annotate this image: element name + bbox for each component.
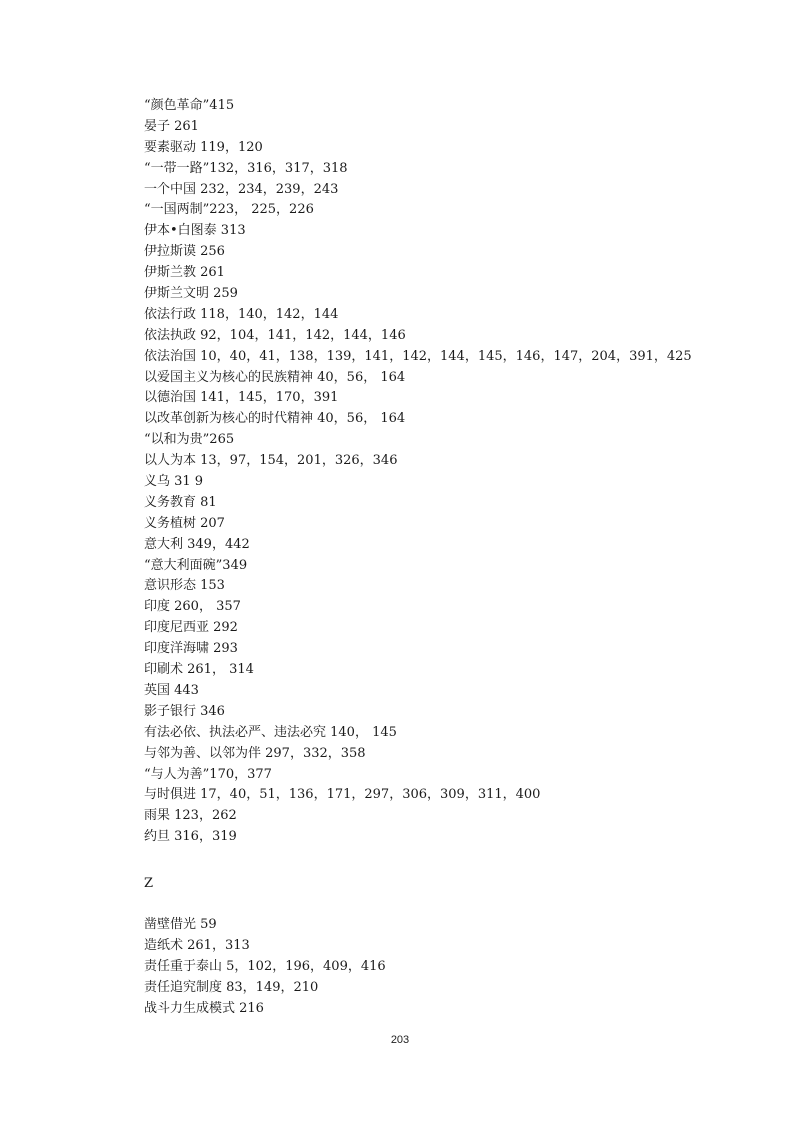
index-entry: “一带一路”132，316，317，318 bbox=[144, 160, 348, 176]
index-entry: 依法执政 92，104，141，142，144，146 bbox=[144, 327, 406, 343]
index-entry: 与时俱进 17，40，51，136，171，297，306，309，311，400 bbox=[144, 787, 541, 803]
index-entry: 义务植树 207 bbox=[144, 515, 225, 531]
index-entry: 要素驱动 119，120 bbox=[144, 139, 263, 155]
index-entry: 义务教育 81 bbox=[144, 494, 217, 510]
index-entry: 伊斯兰教 261 bbox=[144, 265, 225, 281]
index-entry: 晏子 261 bbox=[144, 118, 199, 134]
index-entry: 与邻为善、以邻为伴 297，332，358 bbox=[144, 745, 366, 761]
index-entry: 约旦 316，319 bbox=[144, 829, 237, 845]
index-entry: “一国两制”223， 225，226 bbox=[144, 202, 314, 218]
index-entry: 以德治国 141，145，170，391 bbox=[144, 390, 339, 406]
index-list-z bbox=[144, 915, 744, 1019]
index-entry: 凿壁借光 59 bbox=[144, 917, 217, 932]
index-entry: 造纸术 261，313 bbox=[144, 937, 250, 953]
index-letter-heading: Z bbox=[144, 876, 154, 891]
index-entry: 伊拉斯谟 256 bbox=[144, 244, 225, 260]
index-entry: 伊本•白图泰 313 bbox=[144, 223, 246, 239]
index-entry: 印度尼西亚 292 bbox=[144, 620, 238, 636]
index-entry: 印度 260， 357 bbox=[144, 599, 241, 615]
index-entry: “与人为善”170，377 bbox=[144, 766, 272, 782]
index-list-y bbox=[144, 96, 744, 848]
index-entry: 战斗力生成模式 216 bbox=[144, 1000, 264, 1016]
index-entry: 有法必依、执法必严、违法必究 140， 145 bbox=[144, 724, 397, 740]
index-entry: 以人为本 13，97，154，201，326，346 bbox=[144, 453, 398, 469]
index-entry: 责任重于泰山 5，102，196，409，416 bbox=[144, 958, 386, 974]
index-entry: 意大利 349，442 bbox=[144, 536, 250, 552]
page-number: 203 bbox=[390, 1034, 410, 1046]
index-entry: 伊斯兰文明 259 bbox=[144, 286, 238, 302]
index-entry: 印刷术 261， 314 bbox=[144, 662, 254, 678]
index-entry: 义乌 31 9 bbox=[144, 474, 204, 490]
index-entry: 一个中国 232，234，239，243 bbox=[144, 181, 339, 197]
index-entry: 责任追究制度 83，149，210 bbox=[144, 979, 319, 995]
index-entry: 依法行政 118，140，142，144 bbox=[144, 306, 339, 322]
index-entry: 雨果 123，262 bbox=[144, 808, 237, 824]
index-entry: “以和为贵”265 bbox=[144, 432, 235, 448]
index-entry: 以改革创新为核心的时代精神 40，56， 164 bbox=[144, 411, 406, 427]
index-entry: 以爱国主义为核心的民族精神 40，56， 164 bbox=[144, 369, 406, 385]
index-entry: 印度洋海啸 293 bbox=[144, 641, 238, 657]
index-entry: “意大利面碗”349 bbox=[144, 557, 248, 573]
index-entry: “颜色革命”415 bbox=[144, 98, 235, 113]
index-entry: 依法治国 10，40，41，138，139，141，142，144，145，146，147，204，391，425 bbox=[144, 348, 692, 364]
index-entry: 英国 443 bbox=[144, 682, 199, 698]
index-entry: 意识形态 153 bbox=[144, 578, 225, 594]
index-entry: 影子银行 346 bbox=[144, 703, 225, 719]
